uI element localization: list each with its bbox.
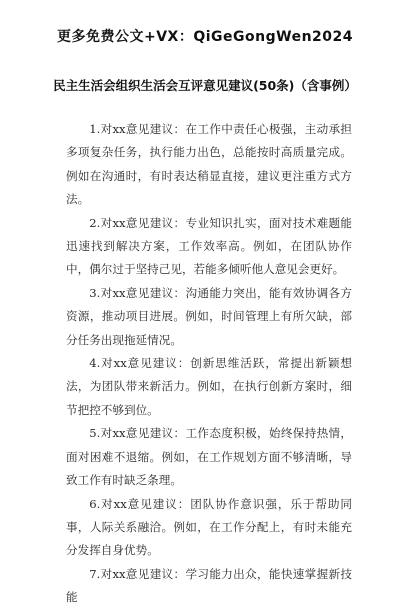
paragraph-3: 3.对xx意见建议：沟通能力突出，能有效协调各方资源，推动项目进展。例如，时间管理上有所欠缺，部分任务出现拖延情况。 <box>66 285 352 347</box>
paragraph-2: 2.对xx意见建议：专业知识扎实，面对技术难题能迅速找到解决方案，工作效率高。例如，在团队协作中，偶尔过于坚持己见，若能多倾听他人意见会更好。 <box>66 215 352 277</box>
document-title: 民主生活会组织生活会互评意见建议(50条)（含事例） <box>53 78 357 93</box>
document-body <box>66 118 352 610</box>
paragraph-5: 5.对xx意见建议：工作态度积极，始终保持热情，面对困难不退缩。例如，在工作规划方面不够清晰，导致工作有时缺乏条理。 <box>66 426 352 488</box>
paragraph-6: 6.对xx意见建议：团队协作意识强，乐于帮助同事，人际关系融洽。例如，在工作分配上，有时未能充分发挥自身优势。 <box>66 496 352 558</box>
promo-header: 更多免费公文+VX：QiGeGongWen2024 <box>56 29 353 45</box>
paragraph-1: 1.对xx意见建议：在工作中责任心极强，主动承担多项复杂任务，执行能力出色，总能按时高质量完成。例如在沟通时，有时表达稍显直接，建议更注重方式方法。 <box>66 122 352 207</box>
paragraph-4: 4.对xx意见建议：创新思维活跃，常提出新颖想法，为团队带来新活力。例如，在执行创新方案时，细节把控不够到位。 <box>66 356 352 417</box>
paragraph-7: 7.对xx意见建议：学习能力出众，能快速掌握新技能 <box>66 566 352 605</box>
